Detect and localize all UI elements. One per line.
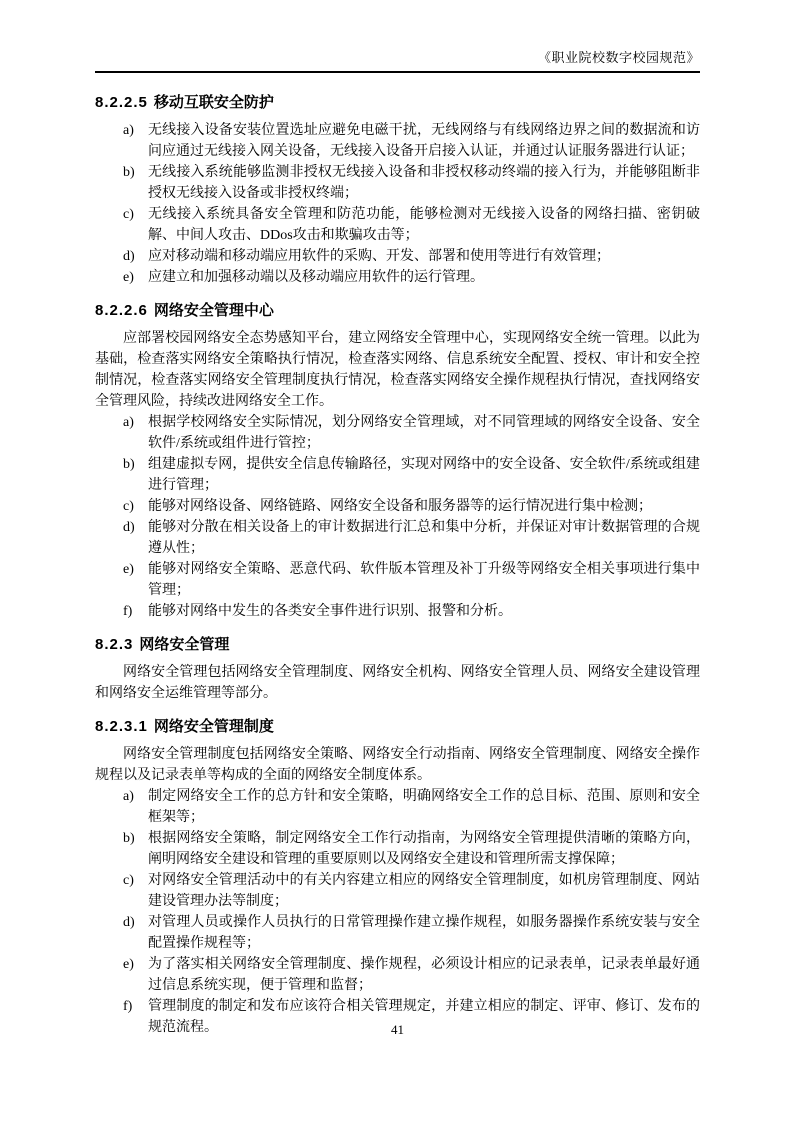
list-item <box>95 120 700 162</box>
list-item <box>95 559 700 601</box>
list-item-text: 无线接入设备安装位置选址应避免电磁干扰，无线网络与有线网络边界之间的数据流和访问应通过无线接入网关设备，无线接入设备开启接入认证，并通过认证服务器进行认证； <box>148 123 700 159</box>
section-heading <box>95 92 700 113</box>
list-item <box>95 454 700 496</box>
page-number: 41 <box>391 1022 404 1037</box>
list-item-label: b) <box>123 165 135 180</box>
section-number: 8.2.2.5 <box>95 94 148 111</box>
list-item-label: b) <box>123 831 135 846</box>
list-item-label: d) <box>123 249 135 264</box>
list-item-text: 应对移动端和移动端应用软件的采购、开发、部署和使用等进行有效管理； <box>148 249 610 264</box>
list-item-label: c) <box>123 207 134 222</box>
list-item <box>95 517 700 559</box>
section-title: 网络安全管理制度 <box>153 718 274 735</box>
doc-title: 《职业院校数字校园规范》 <box>537 50 700 65</box>
section-number: 8.2.3.1 <box>95 718 148 735</box>
list-item <box>95 601 700 622</box>
list-item-text: 能够对网络中发生的各类安全事件进行识别、报警和分析。 <box>148 604 512 619</box>
list-item <box>95 828 700 870</box>
list-item <box>95 204 700 246</box>
list-item-text: 根据网络安全策略，制定网络安全工作行动指南，为网络安全管理提供清晰的策略方向，阐明网络安全建设和管理的重要原则以及网络安全建设和管理所需支撑保障； <box>148 831 700 867</box>
section-number: 8.2.2.6 <box>95 302 148 319</box>
list-item-text: 为了落实相关网络安全管理制度、操作规程，必须设计相应的记录表单，记录表单最好通过信息系统实现，便于管理和监督； <box>148 957 700 993</box>
list-item <box>95 870 700 912</box>
list-item-label: f) <box>123 604 133 619</box>
list-item-label: a) <box>123 415 134 430</box>
list-item-text: 对网络安全管理活动中的有关内容建立相应的网络安全管理制度，如机房管理制度、网站建设管理办法等制度； <box>148 873 700 909</box>
section-heading <box>95 716 700 737</box>
list-item-text: 应建立和加强移动端以及移动端应用软件的运行管理。 <box>148 270 484 285</box>
list-item-label: c) <box>123 873 134 888</box>
list-item-text: 无线接入系统能够监测非授权无线接入设备和非授权移动终端的接入行为，并能够阻断非授权无线接入设备或非授权终端； <box>148 165 700 201</box>
section-title: 网络安全管理 <box>139 636 230 653</box>
section-heading <box>95 634 700 655</box>
section-number: 8.2.3 <box>95 636 134 653</box>
lettered-list <box>95 120 700 288</box>
section-heading <box>95 300 700 321</box>
list-item-text: 能够对网络设备、网络链路、网络安全设备和服务器等的运行情况进行集中检测； <box>148 499 652 514</box>
list-item-text: 组建虚拟专网，提供安全信息传输路径，实现对网络中的安全设备、安全软件/系统或组建进行管理； <box>148 457 700 493</box>
list-item-text: 制定网络安全工作的总方针和安全策略，明确网络安全工作的总目标、范围、原则和安全框架等； <box>148 789 700 825</box>
list-item-text: 管理制度的制定和发布应该符合相关管理规定，并建立相应的制定、评审、修订、发布的规范流程。 <box>148 999 700 1035</box>
page-footer <box>95 1022 700 1038</box>
section-title: 移动互联安全防护 <box>153 94 274 111</box>
list-item-label: d) <box>123 915 135 930</box>
document-content <box>95 90 700 1038</box>
list-item-text: 对管理人员或操作人员执行的日常管理操作建立操作规程，如服务器操作系统安装与安全配置操作规程等； <box>148 915 700 951</box>
header-rule <box>95 71 700 73</box>
list-item <box>95 786 700 828</box>
section-title: 网络安全管理中心 <box>153 302 274 319</box>
list-item <box>95 162 700 204</box>
list-item-label: e) <box>123 957 134 972</box>
list-item-text: 能够对网络安全策略、恶意代码、软件版本管理及补丁升级等网络安全相关事项进行集中管理； <box>148 562 700 598</box>
lettered-list <box>95 412 700 622</box>
list-item-label: c) <box>123 499 134 514</box>
list-item-text: 能够对分散在相关设备上的审计数据进行汇总和集中分析，并保证对审计数据管理的合规遵从性； <box>148 520 700 556</box>
paragraph: 网络安全管理包括网络安全管理制度、网络安全机构、网络安全管理人员、网络安全建设管理和网络安全运维管理等部分。 <box>95 665 700 701</box>
page-header <box>95 50 700 66</box>
list-item-label: e) <box>123 562 134 577</box>
list-item <box>95 246 700 267</box>
list-item-label: e) <box>123 270 134 285</box>
list-item-label: a) <box>123 123 134 138</box>
list-item <box>95 912 700 954</box>
list-item-text: 无线接入系统具备安全管理和防范功能，能够检测对无线接入设备的网络扫描、密钥破解、中间人攻击、DDos攻击和欺骗攻击等； <box>148 207 700 243</box>
list-item <box>95 412 700 454</box>
list-item-label: a) <box>123 789 134 804</box>
list-item <box>95 954 700 996</box>
list-item <box>95 267 700 288</box>
list-item <box>95 496 700 517</box>
paragraph: 应部署校园网络安全态势感知平台，建立网络安全管理中心，实现网络安全统一管理。以此为基础，检查落实网络安全策略执行情况，检查落实网络、信息系统安全配置、授权、审计和安全控制情况，检查落实网络安全管理制度执行情况，检查落实网络安全操作规程执行情况，查找网络安全管理风险，持续改进网络安全工作。 <box>95 331 700 409</box>
paragraph: 网络安全管理制度包括网络安全策略、网络安全行动指南、网络安全管理制度、网络安全操作规程以及记录表单等构成的全面的网络安全制度体系。 <box>95 747 700 783</box>
list-item-label: b) <box>123 457 135 472</box>
list-item-label: f) <box>123 999 133 1014</box>
list-item-label: d) <box>123 520 135 535</box>
list-item-text: 根据学校网络安全实际情况，划分网络安全管理域，对不同管理域的网络安全设备、安全软件/系统或组件进行管控； <box>148 415 700 451</box>
lettered-list <box>95 786 700 1038</box>
